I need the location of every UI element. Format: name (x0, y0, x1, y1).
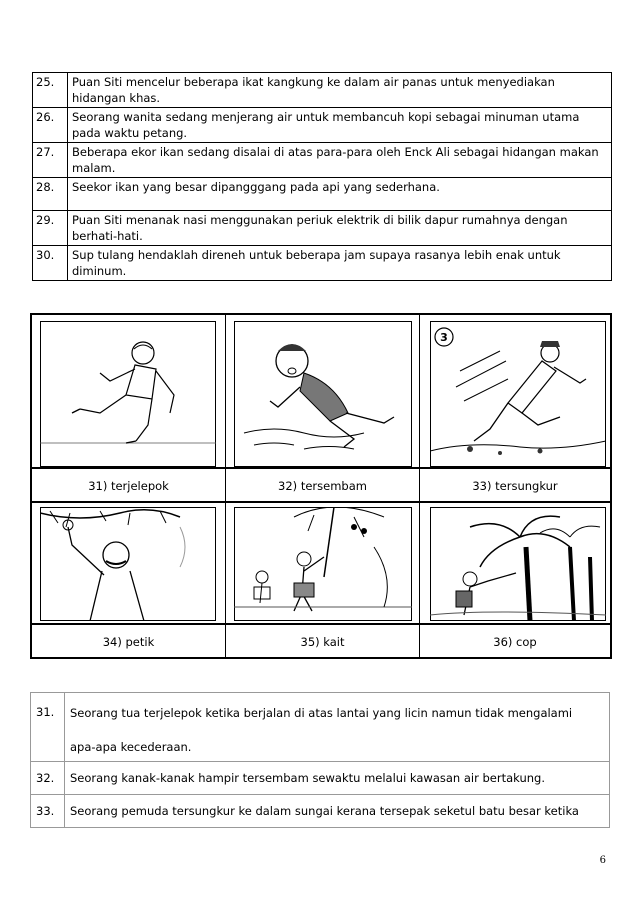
caption-row-1 (32, 467, 610, 503)
table-row (33, 211, 612, 246)
row-text: Seorang wanita sedang menjerang air untuk membancuh kopi sebagai minuman utama pada waktu petang. (68, 108, 612, 143)
illustration-tersembam (234, 321, 412, 467)
row-number: 26. (33, 108, 68, 143)
row-text: Seekor ikan yang besar dipangggang pada api yang sederhana. (68, 178, 612, 211)
table-row (31, 795, 610, 828)
caption-petik: 34) petik (102, 635, 155, 649)
illustration-kait (234, 507, 412, 621)
row-number: 29. (33, 211, 68, 246)
caption-tersungkur: 33) tersungkur (472, 479, 558, 493)
table-row (33, 246, 612, 281)
caption-tersembam: 32) tersembam (278, 479, 367, 493)
table-row (31, 762, 610, 795)
row-line: Seorang tua terjelepok ketika berjalan di atas lantai yang licin namun tidak mengalami (70, 706, 573, 720)
table-row (31, 693, 610, 762)
row-number: 32. (31, 762, 65, 795)
row-text: Seorang kanak-kanak hampir tersembam sewaktu melalui kawasan air bertakung. (65, 762, 610, 795)
panel-marker-3: 3 (440, 331, 448, 344)
row-line: apa-apa kecederaan. (70, 740, 192, 754)
table-row (33, 178, 612, 211)
caption-row-2 (32, 623, 610, 659)
table-row (33, 73, 612, 108)
row-number: 27. (33, 143, 68, 178)
illustration-terjelepok (40, 321, 216, 467)
illustration-cop (430, 507, 606, 621)
row-number: 25. (33, 73, 68, 108)
row-number: 31. (31, 693, 65, 762)
page-number: 6 (599, 855, 606, 866)
table-row (33, 143, 612, 178)
caption-cop: 36) cop (493, 635, 537, 649)
row-text (65, 693, 610, 762)
row-text: Sup tulang hendaklah direneh untuk beberapa jam supaya rasanya lebih enak untuk diminum. (68, 246, 612, 281)
row-number: 28. (33, 178, 68, 211)
row-number: 33. (31, 795, 65, 828)
sentence-table-bottom (30, 692, 610, 828)
illustration-petik (40, 507, 216, 621)
row-text: Seorang pemuda tersungkur ke dalam sungai kerana tersepak seketul batu besar ketika (65, 795, 610, 828)
caption-kait: 35) kait (300, 635, 345, 649)
sentence-table-top (32, 72, 612, 281)
picture-grid (30, 313, 612, 659)
row-text: Puan Siti mencelur beberapa ikat kangkung ke dalam air panas untuk menyediakan hidangan khas. (68, 73, 612, 108)
row-text: Beberapa ekor ikan sedang disalai di atas para-para oleh Enck Ali sebagai hidangan makan malam. (68, 143, 612, 178)
illustration-tersungkur (430, 321, 606, 467)
row-number: 30. (33, 246, 68, 281)
row-text: Puan Siti menanak nasi menggunakan periuk elektrik di bilik dapur rumahnya dengan berhati-hati. (68, 211, 612, 246)
table-row (33, 108, 612, 143)
caption-terjelepok: 31) terjelepok (88, 479, 169, 493)
